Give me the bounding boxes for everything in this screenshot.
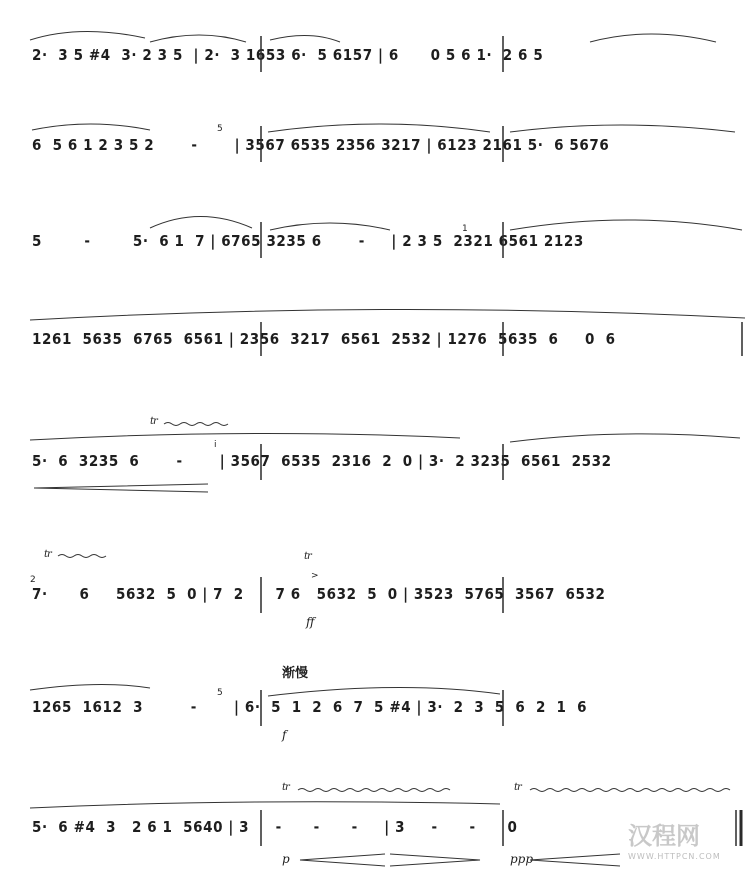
notation-line-4: 1261 5635 6765 6561 | 2356 3217 6561 2532 | 1276 5635 6 0 6	[32, 330, 616, 348]
notation-line-6: 7· 6 5632 5 0 | 7 2 7 6 5632 5 0 | 3523 5765 3567 6532	[32, 585, 606, 603]
notation-line-3: 5 - 5· 6 1 7 | 6765 3235 6 - | 2 3 5 2321 6561 2123	[32, 232, 584, 250]
tempo-marking: 渐慢	[282, 666, 309, 681]
grace-note: 2	[30, 575, 36, 585]
staff-line-3	[0, 224, 756, 342]
dynamic-ppp: ppp	[510, 852, 534, 866]
watermark-url: WWW.HTTPCN.COM	[628, 852, 721, 861]
staff-line-4	[0, 330, 756, 440]
watermark-logo: 汉程网	[628, 822, 700, 850]
trill-mark: tr	[514, 782, 521, 793]
trill-mark: tr	[304, 551, 311, 562]
accent-mark: >	[311, 571, 319, 581]
trill-mark: tr	[282, 782, 289, 793]
grace-note: 5	[217, 688, 223, 698]
notation-line-1: 2· 3 5 #4 3· 2 3 5 | 2· 3 1653 6· 5 6157 | 6 0 5 6 1· 2 6 5	[32, 46, 544, 64]
dynamic-f: f	[282, 728, 287, 742]
dynamic-p: p	[282, 852, 290, 866]
notation-line-2: 6 5 6 1 2 3 5 2 - | 3567 6535 2356 3217 | 6123 2161 5· 6 5676	[32, 136, 610, 154]
grace-note: i	[214, 440, 217, 450]
notation-line-8: 5· 6 #4 3 2 6 1 5640 | 3 - - - | 3 - - 0	[32, 818, 518, 836]
notation-line-5: 5· 6 3235 6 - | 3567 6535 2316 2 0 | 3· 2 3235 6561 2532	[32, 452, 612, 470]
grace-note: 1	[462, 224, 468, 234]
trill-mark: tr	[44, 549, 51, 560]
staff-line-7	[0, 666, 756, 808]
staff-line-6	[0, 549, 756, 695]
dynamic-ff: ff	[306, 615, 315, 629]
staff-line-5	[0, 416, 756, 562]
grace-note: 5	[217, 124, 223, 134]
trill-mark: tr	[150, 416, 157, 427]
notation-line-7: 1265 1612 3 - | 6· 5 1 2 6 7 5 #4 | 3· 2 3 5 6 2 1 6	[32, 698, 588, 716]
staff-line-2	[0, 124, 756, 240]
